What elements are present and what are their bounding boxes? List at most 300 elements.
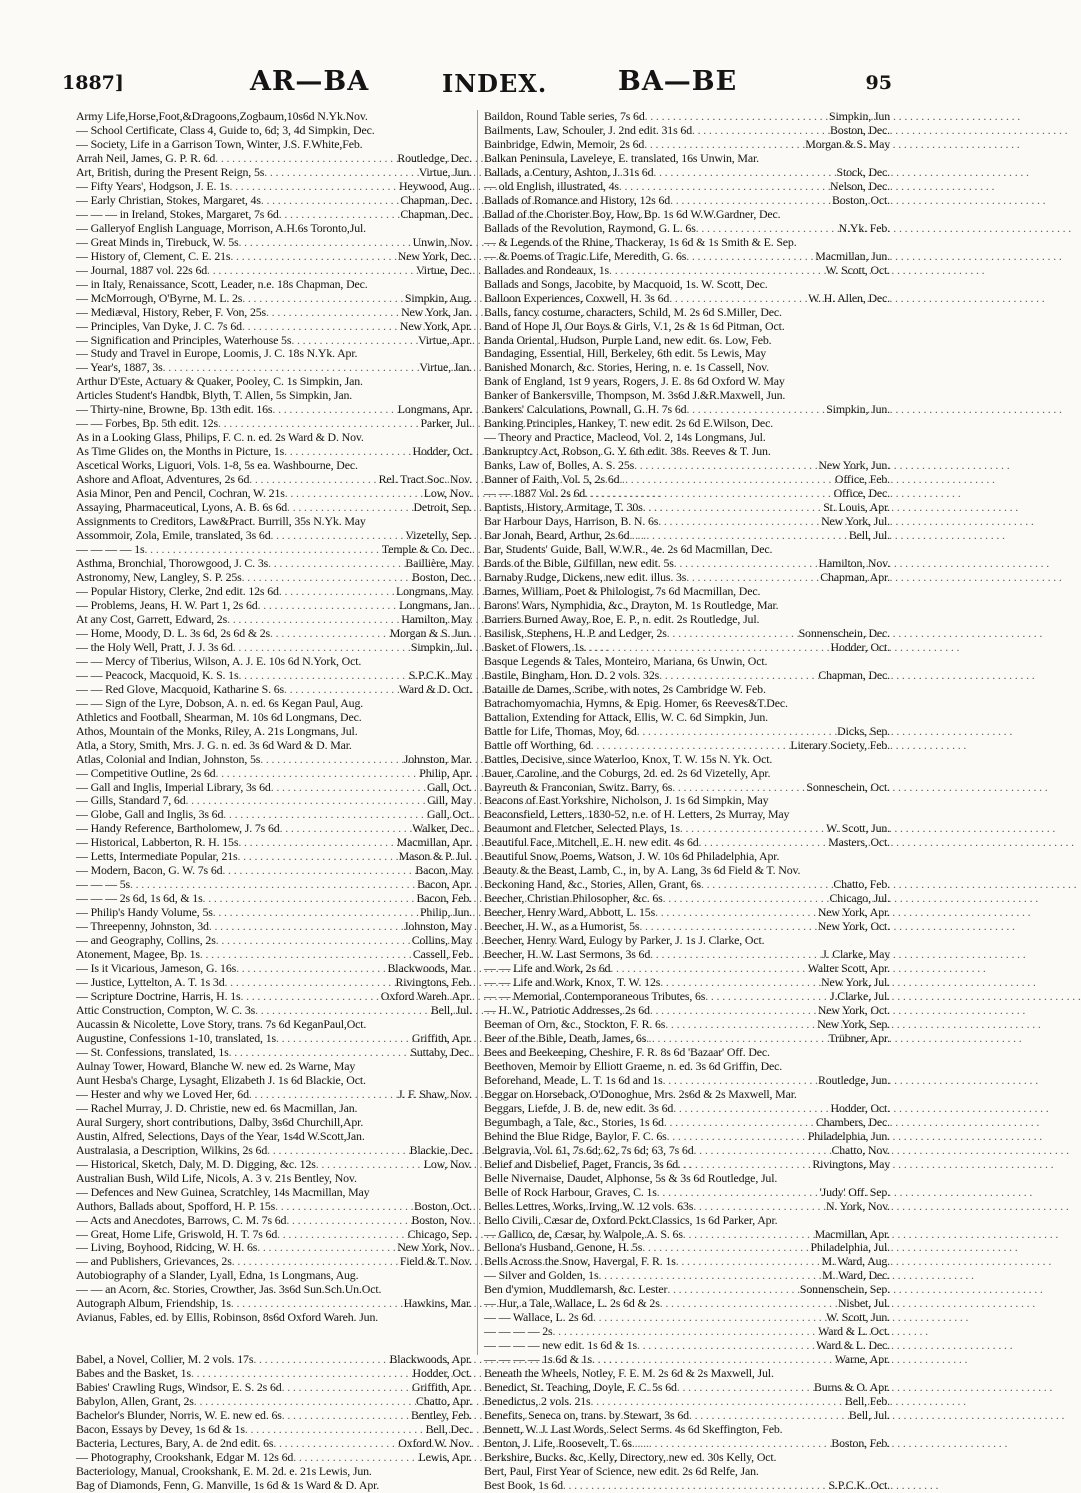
dot-leader (238, 836, 396, 850)
entry-publisher-date: Suttaby, Dec. (410, 1044, 472, 1059)
index-entry (484, 194, 890, 208)
dot-leader (163, 361, 420, 375)
left-index-column (76, 110, 472, 1493)
index-entry (76, 222, 472, 236)
entry-title: — — Forbes, Bp. 5th edit. 12s (76, 416, 218, 431)
entry-publisher-date: Hamilton, Nov. (818, 556, 890, 570)
entry-title: — — Memorial, Contemporaneous Tributes, 6s (484, 989, 706, 1004)
dot-leader (223, 808, 427, 822)
dot-leader (215, 152, 397, 166)
index-entry (76, 1116, 472, 1130)
index-entry (76, 1409, 472, 1423)
index-entry (484, 1241, 890, 1255)
index-entry (484, 152, 890, 166)
entry-publisher-date: Rivingtons, Feb. (395, 975, 472, 990)
entry-title: — Thirty-nine, Browne, Bp. 13th edit. 16s (76, 402, 273, 417)
dot-leader (271, 781, 427, 795)
dot-leader (203, 892, 417, 906)
index-entry (76, 403, 472, 417)
entry-title: — — Life and Work, Knox, T. W. 12s (484, 975, 661, 990)
index-entry (76, 152, 472, 166)
index-entry (484, 850, 890, 864)
entry-title: Behind the Blue Ridge, Baylor, F. C. 6s (484, 1128, 667, 1143)
dot-leader (591, 739, 791, 753)
entry-title: — in Italy, Renaissance, Scott, Leader, n.e. 18s Chapman, Dec. (76, 276, 368, 291)
dot-leader (266, 306, 401, 320)
entry-title: Beecher, Christian Philosopher, &c. 6s (484, 891, 663, 906)
dot-leader (619, 180, 830, 194)
entry-title: — Journal, 1887 vol. 22s 6d (76, 262, 208, 277)
entry-title: — Competitive Outline, 2s 6d (76, 765, 216, 780)
entry-title: Ballads of the Revolution, Raymond, G. L. 6s (484, 220, 696, 235)
index-entry (76, 1130, 472, 1144)
entry-title: Banda Oriental, Hudson, Purple Land, new edit. 6s. Low, Feb. (484, 332, 772, 347)
entry-publisher-date: Philadelphia, Jun. (807, 1128, 890, 1143)
entry-publisher-date: Ward & L. Dec. (816, 1338, 890, 1353)
index-entry (484, 1451, 890, 1465)
index-entry (484, 1004, 890, 1018)
dot-leader (670, 194, 832, 208)
entry-title: Athletics and Football, Shearman, M. 10s 6d Longmans, Dec. (76, 709, 362, 724)
dot-leader (645, 110, 829, 124)
index-entry (76, 138, 472, 152)
entry-publisher-date: Macmillan, Apr. (814, 1226, 890, 1241)
entry-title: — Silver and Golden, 1s (484, 1268, 599, 1283)
index-entry (76, 948, 472, 962)
entry-title: Atonement, Magee, Bp. 1s (76, 947, 200, 962)
index-entry (76, 1381, 472, 1395)
index-entry (484, 1228, 890, 1242)
entry-title: Beacons of East Yorkshire, Nicholson, J. 1s 6d Simpkin, May (484, 793, 769, 808)
index-entry (76, 599, 472, 613)
entry-title: Asthma, Bronchial, Thorowgood, J. C. 3s (76, 556, 269, 570)
index-entry (76, 473, 472, 487)
index-entry (484, 431, 890, 445)
entry-publisher-date: Simpkin, Jun (829, 109, 890, 123)
dot-leader (667, 627, 799, 641)
index-entry (76, 278, 472, 292)
entry-title: Basque Legends & Tales, Monteiro, Mariana, 6s Unwin, Oct. (484, 653, 768, 668)
entry-title: — Photography, Crookshank, Edgar M. 12s 6d (76, 1450, 294, 1464)
entry-title: Beer of the Bible, Death, James, 6s (484, 1030, 647, 1045)
index-entry (484, 1353, 890, 1367)
entry-publisher-date: Sonnenschein, Dec. (798, 625, 890, 640)
dot-leader (245, 1423, 426, 1437)
index-entry (484, 808, 890, 822)
dot-leader (585, 487, 833, 501)
index-entry (484, 222, 890, 236)
dot-leader (642, 1241, 810, 1255)
entry-title: — — 1887 Vol. 2s 6d (484, 486, 586, 501)
entry-title: Autobiography of a Slander, Lyall, Edna, 1s Longmans, Aug. (76, 1268, 359, 1283)
entry-title: Baptists, History, Armitage, T. 30s (484, 500, 643, 515)
entry-title: — Rachel Murray, J. D. Christie, new ed. 6s Macmillan, Jan. (76, 1100, 358, 1115)
entry-title: Bag of Diamonds, Fenn, G. Manville, 1s 6d & 1s Ward & D. Apr. (76, 1477, 380, 1492)
index-entry (484, 389, 890, 403)
dot-leader (249, 1088, 398, 1102)
entry-publisher-date: Hodder, Oct. (830, 1100, 890, 1115)
dot-leader (222, 864, 415, 878)
entry-publisher-date: Unwin, Nov. (412, 234, 472, 249)
entry-title: — Modern, Bacon, G. W. 7s 6d (76, 863, 223, 878)
dot-leader (255, 1004, 431, 1018)
entry-title: Beautiful Face, Mitchell, E. H. new edit. 4s 6d (484, 835, 699, 850)
index-entry (484, 1409, 890, 1423)
entry-title: Aulnay Tower, Howard, Blanche W. new ed. 2s Warne, May (76, 1058, 356, 1073)
entry-title: Bayreuth & Franconian, Switz. Barry, 6s (484, 779, 673, 794)
entry-title: Ballad of the Chorister Boy, How, Bp. 1s 6d W.W.Gardner, Dec. (484, 206, 781, 221)
index-entry (484, 459, 890, 473)
dot-leader (242, 320, 400, 334)
index-entry (484, 1381, 890, 1395)
index-entry (76, 320, 472, 334)
dot-leader (639, 920, 817, 934)
entry-publisher-date: New York, Oct. (817, 919, 890, 934)
index-entry (484, 836, 890, 850)
entry-publisher-date: Sonneschein, Oct. (806, 779, 890, 794)
dot-leader (637, 1339, 816, 1353)
entry-title: Bailments, Law, Schouler, J. 2nd edit. 31s 6d (484, 122, 692, 137)
index-entry (76, 934, 472, 948)
entry-publisher-date: Macmillan, Apr. (396, 835, 472, 850)
dot-leader (610, 962, 807, 976)
dot-leader (705, 990, 830, 1004)
dot-leader (291, 334, 418, 348)
index-entry (484, 683, 890, 697)
dot-leader (240, 990, 380, 1004)
dot-leader (646, 1032, 828, 1046)
entry-title: — — — — 1s 6d & 1s (484, 1352, 592, 1367)
index-entry (484, 781, 890, 795)
entry-title: Aucassin & Nicolette, Love Story, trans. 7s 6d KeganPaul,Oct. (76, 1016, 367, 1031)
dot-leader (257, 1241, 397, 1255)
entry-title: Army Life,Horse,Foot,&Dragoons,Zogbaum,10s6d N.Yk.Nov. (76, 109, 368, 123)
entry-publisher-date: Chapman, Dec. (400, 206, 472, 221)
entry-publisher-date: Simpkin, Jul. (410, 639, 472, 654)
entry-publisher-date: Hodder, Oct. (830, 639, 890, 654)
entry-publisher-date: Virtue, Dec. (416, 262, 472, 277)
entry-publisher-date: Lewis, Apr. (418, 1450, 472, 1464)
entry-publisher-date: Virtue, Jan. (419, 360, 472, 375)
index-entry (484, 278, 890, 292)
dot-leader (242, 292, 405, 306)
index-entry (76, 641, 472, 655)
index-entry (76, 962, 472, 976)
entry-title: Bastile, Bingham, Hon. D. 2 vols. 32s (484, 667, 660, 682)
dot-leader (229, 1046, 411, 1060)
index-entry (76, 1144, 472, 1158)
index-entry (484, 1032, 890, 1046)
index-entry (484, 1325, 890, 1339)
entry-publisher-date: Dicks, Sep. (837, 723, 890, 738)
index-entry (484, 655, 890, 669)
entry-publisher-date: New York, Apr. (399, 318, 472, 333)
entry-publisher-date: Gall, Oct. (426, 779, 472, 794)
index-entry (484, 1283, 890, 1297)
index-entry (484, 166, 890, 180)
dot-leader (632, 1437, 831, 1451)
left-range-heading: AR—BA (250, 66, 370, 97)
dot-leader (584, 641, 831, 655)
index-entry (484, 375, 890, 389)
entry-title: As in a Looking Glass, Philips, F. C. n. ed. 2s Ward & D. Nov. (76, 430, 364, 445)
index-entry (484, 1465, 890, 1479)
index-entry (484, 1102, 890, 1116)
entry-publisher-date: Boston, Feb. (831, 1436, 890, 1451)
entry-title: Banker of Bankersville, Thompson, M. 3s6d J.&R.Maxwell, Jun. (484, 388, 786, 403)
dot-leader (678, 1158, 812, 1172)
index-entry (76, 1353, 472, 1367)
dot-leader (692, 124, 830, 138)
index-entry (76, 515, 472, 529)
entry-publisher-date: Philip, Jun. (419, 905, 472, 920)
dot-leader (239, 236, 413, 250)
entry-publisher-date: Mason & P. Jul. (398, 849, 472, 864)
entry-title: — School Certificate, Class 4, Guide to, 6d; 3, 4d Simpkin, Dec. (76, 122, 375, 137)
entry-publisher-date: Nisbet, Jul. (837, 1296, 890, 1311)
index-entry (76, 459, 472, 473)
entry-publisher-date: W. H. Allen, Dec. (808, 290, 890, 305)
entry-publisher-date: Bell, Jul. (848, 1408, 890, 1423)
index-entry (76, 501, 472, 515)
dot-leader (194, 1395, 416, 1409)
index-entry (484, 1130, 890, 1144)
entry-publisher-date: Masters, Oct. (828, 835, 890, 850)
entry-title: Barriers Burned Away, Roe, E. P., n. edit. 2s Routledge, Jul. (484, 611, 760, 626)
index-entry (484, 641, 890, 655)
index-entry (76, 1200, 472, 1214)
dot-leader (272, 403, 397, 417)
dot-leader (667, 1130, 808, 1144)
dot-leader (233, 641, 411, 655)
index-entry (484, 445, 890, 459)
index-entry (484, 711, 890, 725)
entry-title: Benefits, Seneca on, trans. by Stewart, 3s 6d (484, 1408, 689, 1423)
dot-leader (673, 1102, 830, 1116)
entry-publisher-date: Hawkins, Mar. (403, 1296, 472, 1311)
entry-publisher-date: Philadelphia, Jul. (810, 1240, 890, 1255)
entry-title: Ballades and Rondeaux, 1s (484, 262, 610, 277)
entry-publisher-date: Macmillan, Jun. (815, 248, 890, 263)
entry-title: — — Wallace, L. 2s 6d (484, 1310, 593, 1325)
entry-title: Aural Surgery, short contributions, Dalby, 3s6d Churchill,Apr. (76, 1114, 364, 1129)
entry-title: Banking Principles, Hankey, T. new edit. 2s 6d E.Wilson, Dec. (484, 416, 774, 431)
entry-publisher-date: New York, Apr. (817, 905, 890, 920)
entry-title: — Justice, Lyttelton, A. T. 1s 3d (76, 975, 225, 990)
dot-leader (186, 794, 428, 808)
entry-title: — — — 2s 6d, 1s 6d, & 1s (76, 891, 203, 906)
index-entry (484, 990, 890, 1004)
page-header (62, 66, 892, 100)
entry-publisher-date: Parker, Jul. (420, 416, 472, 431)
index-entry (484, 1395, 890, 1409)
entry-publisher-date: W. Scott, Jun. (826, 1310, 890, 1325)
entry-publisher-date: Detroit, Sep. (413, 500, 472, 515)
entry-publisher-date: S.P.C.K. Oct. (828, 1477, 890, 1492)
dot-leader (598, 1269, 822, 1283)
dot-leader (701, 878, 833, 892)
index-entry (76, 613, 472, 627)
entry-publisher-date: Trübner, Apr. (828, 1030, 890, 1045)
index-entry (76, 808, 472, 822)
index-entry (76, 487, 472, 501)
index-entry (484, 627, 890, 641)
index-entry (76, 906, 472, 920)
entry-title: — Acts and Anecdotes, Barrows, C. M. 7s 6d (76, 1212, 287, 1227)
index-entry (76, 194, 472, 208)
entry-publisher-date: Bell, Feb. (844, 1394, 890, 1409)
index-entry (484, 1311, 890, 1325)
entry-publisher-date: Temple & Co. Dec. (381, 542, 472, 557)
index-entry (76, 417, 472, 431)
entry-title: Ben d'ymion, Muddlemarsh, &c. Lester (484, 1282, 668, 1297)
entry-title: Aunt Hesba's Charge, Lysaght, Elizabeth J. 1s 6d Blackie, Oct. (76, 1072, 366, 1087)
dot-leader (229, 180, 399, 194)
entry-publisher-date: Chicago, Jul. (829, 891, 890, 906)
entry-publisher-date: Boston, Oct. (832, 192, 890, 207)
dot-leader (660, 976, 821, 990)
entry-title: Augustine, Confessions 1-10, translated, 1s (76, 1030, 276, 1045)
dot-leader (689, 1409, 849, 1423)
entry-publisher-date: Bacon, Apr. (417, 877, 472, 892)
entry-title: — Hester and why we Loved Her, 6d (76, 1086, 249, 1101)
entry-publisher-date: Bell, Dec. (425, 1422, 472, 1437)
entry-title: — Early Christian, Stokes, Margaret, 4s (76, 192, 261, 207)
dot-leader (699, 836, 829, 850)
entry-title: — H. W., Patriotic Addresses, 2s 6d (484, 1003, 650, 1017)
dot-leader (215, 767, 419, 781)
index-entry (76, 166, 472, 180)
entry-publisher-date: Longmans, May (396, 583, 472, 598)
entry-title: Basket of Flowers, 1s (484, 639, 584, 654)
index-entry (484, 417, 890, 431)
entry-publisher-date: Stock, Dec. (836, 164, 890, 179)
entry-publisher-date: Hamilton, May (401, 611, 472, 626)
entry-title: — Home, Moody, D. L. 3s 6d, 2s 6d & 2s (76, 625, 271, 640)
index-entry (76, 1437, 472, 1451)
entry-publisher-date: New York, Jul. (821, 975, 890, 990)
dot-leader (316, 1158, 424, 1172)
index-entry (76, 1367, 472, 1381)
entry-publisher-date: Chapman, Dec. (818, 667, 890, 682)
index-entry (484, 292, 890, 306)
index-entry (76, 1255, 472, 1269)
dot-leader (609, 264, 825, 278)
entry-publisher-date: Boston, Dec. (412, 569, 472, 584)
index-entry (76, 781, 472, 795)
entry-publisher-date: Johnston, May (403, 919, 472, 934)
entry-title: Battle off Worthing, 6d (484, 737, 591, 752)
entry-title: Bellona's Husband, Genone, H. 5s (484, 1240, 643, 1255)
entry-title: Bauer, Caroline, and the Coburgs, 2d. ed. 2s 6d Vizetelly, Apr. (484, 765, 771, 780)
entry-title: — Great Minds in, Tirebuck, W. 5s (76, 234, 239, 249)
entry-title: Atlas, Colonial and Indian, Johnston, 5s (76, 751, 261, 766)
dot-leader (634, 459, 818, 473)
entry-title: Banks, Law of, Bolles, A. S. 25s (484, 458, 635, 473)
index-entry (484, 264, 890, 278)
entry-title: Bells Across the Snow, Havergal, F. R. 1s (484, 1254, 676, 1269)
entry-publisher-date: New York, Oct. (817, 1003, 890, 1017)
entry-title: — Fifty Years', Hodgson, J. E. 1s (76, 178, 230, 193)
index-entry (76, 361, 472, 375)
entry-publisher-date: N. York, Nov. (825, 1198, 890, 1213)
entry-publisher-date: Burns & O. Apr. (813, 1380, 890, 1395)
dot-leader (277, 1228, 407, 1242)
entry-publisher-date: Routledge, Jun. (817, 1072, 890, 1087)
entry-publisher-date: Blackie, Dec. (409, 1142, 472, 1157)
entry-title: Bacon, Essays by Devey, 1s 6d & 1s (76, 1422, 245, 1437)
index-entry (484, 878, 890, 892)
entry-title: — — Red Glove, Macquoid, Katharine S. 6s (76, 681, 284, 696)
dot-leader (686, 571, 820, 585)
index-entry (484, 334, 890, 348)
entry-publisher-date: Chatto, Apr. (415, 1394, 472, 1409)
dot-leader (238, 850, 399, 864)
index-entry (76, 334, 472, 348)
entry-title: Berkshire, Bucks. &c, Kelly, Directory, new ed. 30s Kelly, Oct. (484, 1450, 777, 1464)
index-entry (484, 1437, 890, 1451)
entry-title: Benedict, St. Teaching, Doyle, F. C. 5s 6d (484, 1380, 677, 1395)
entry-title: Bacteriology, Manual, Crookshank, E. M. 2d. e. 21s Lewis, Jun. (76, 1463, 372, 1478)
dot-leader (261, 194, 401, 208)
entry-publisher-date: W. Scott, Jun. (826, 821, 890, 836)
dot-leader (191, 1367, 413, 1381)
entry-publisher-date: New York, Nov. (397, 1240, 472, 1255)
entry-title: Atla, a Story, Smith, Mrs. J. G. n. ed. 3s 6d Ward & D. Mar. (76, 737, 352, 752)
entry-publisher-date: Chatto, Nov. (831, 1142, 890, 1157)
entry-title: — Handy Reference, Bartholomew, J. 7s 6d (76, 821, 280, 836)
entry-title: — Living, Boyhood, Ridcing, W. H. 6s (76, 1240, 258, 1255)
entry-title: Belle Nivernaise, Daudet, Alphonse, 5s & 3s 6d Routledge, Jul. (484, 1170, 778, 1185)
entry-publisher-date: Heywood, Aug. (398, 178, 472, 193)
entry-title: — — — 5s (76, 877, 130, 892)
entry-title: Ballads and Songs, Jacobite, by Macquoid, 1s. W. Scott, Dec. (484, 276, 768, 291)
index-entry (76, 976, 472, 990)
entry-publisher-date: Griffith, Apr. (411, 1380, 472, 1395)
entry-title: — Society, Life in a Garrison Town, Winter, J.S. F.White,Feb. (76, 136, 363, 151)
index-entry (76, 250, 472, 264)
entry-title: Balloon Experiences, Coxwell, H. 3s 6d (484, 290, 670, 305)
dot-leader (232, 1255, 400, 1269)
index-entry (484, 1172, 890, 1186)
entry-title: — Popular History, Clerke, 2nd edit. 12s 6d (76, 583, 279, 598)
entry-publisher-date: J. F. Shaw, Nov. (397, 1086, 472, 1101)
entry-title: Beforehand, Meade, L. T. 1s 6d and 1s (484, 1072, 663, 1087)
index-entry (484, 487, 890, 501)
dot-leader (563, 1479, 829, 1493)
entry-title: Bankruptcy Act, Robson, G. Y. 6th edit. 38s. Reeves & T. Jun. (484, 444, 771, 459)
dot-leader (225, 976, 396, 990)
entry-title: — Study and Travel in Europe, Loomis, J. C. 18s N.Yk. Apr. (76, 346, 358, 361)
entry-title: Bennett, W. J. Last Words, Select Serms. 4s 6d Skeffington, Feb. (484, 1422, 783, 1437)
entry-title: — the Holy Well, Pratt, J. J. 3s 6d (76, 639, 233, 654)
dot-leader (694, 1144, 832, 1158)
index-entry (484, 515, 890, 529)
index-entry (484, 585, 890, 599)
dot-leader (667, 1283, 800, 1297)
entry-title: — Defences and New Guinea, Scratchley, 14s Macmillan, May (76, 1184, 370, 1199)
index-entry (76, 739, 472, 753)
index-entry (76, 236, 472, 250)
entry-publisher-date: Gall, Oct. (426, 807, 472, 822)
entry-publisher-date: Simpkin, Jun. (826, 402, 890, 417)
index-entry (76, 1297, 472, 1311)
entry-publisher-date: 'Judy' Off. Sep. (819, 1184, 890, 1199)
entry-publisher-date: Johnston, Mar. (403, 751, 472, 766)
index-entry (76, 306, 472, 320)
entry-publisher-date: J. Clarke, May (822, 947, 890, 962)
entry-publisher-date: Chapman, Dec. (400, 192, 472, 207)
